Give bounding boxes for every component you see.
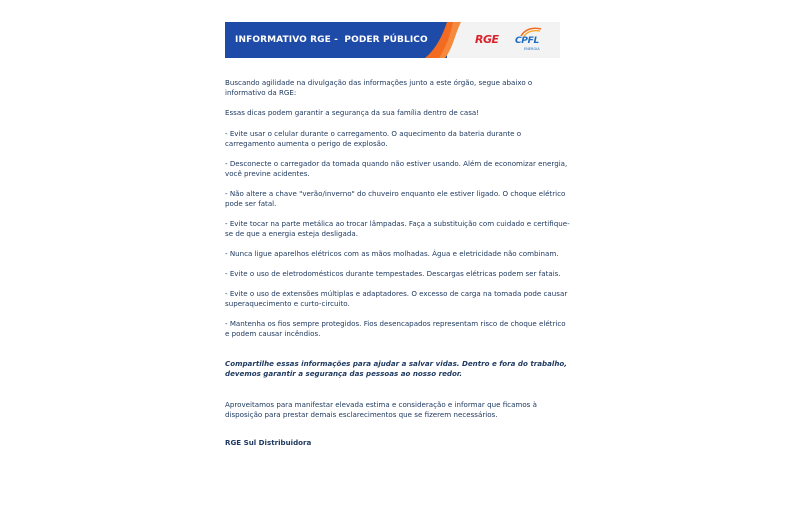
tip-item: - Evite o uso de extensões múltiplas e adaptadores. O excesso de carga na tomada pode causar superaquecimento e curto-circuito. (225, 289, 568, 308)
header-banner (225, 22, 560, 58)
cpfl-logo-subtext: ENERGIA (524, 47, 540, 51)
closing-paragraph: Aproveitamos para manifestar elevada estima e consideração e informar que ficamos à disposição para prestar demais esclarecimentos que se fizerem necessários. (225, 400, 537, 419)
tip-item: - Desconecte o carregador da tomada quando não estiver usando. Além de economizar energia, você previne acidentes. (225, 159, 568, 178)
orange-swoosh-graphic (425, 22, 475, 58)
cpfl-logo-text: CPFL (515, 36, 539, 46)
message-body (225, 78, 570, 448)
tip-item: - Evite usar o celular durante o carregamento. O aquecimento da bateria durante o carregamento aumenta o perigo de explosão. (225, 129, 522, 148)
tip-item: - Nunca ligue aparelhos elétricos com as mãos molhadas. Água e eletricidade não combinam. (225, 249, 559, 258)
tip-item: - Mantenha os fios sempre protegidos. Fios desencapados representam risco de choque elétrico e podem causar incêndios. (225, 319, 566, 338)
intro-paragraph: Buscando agilidade na divulgação das informações junto a este órgão, segue abaixo o informativo da RGE: (225, 78, 533, 97)
tip-item: - Evite o uso de eletrodomésticos durante tempestades. Descargas elétricas podem ser fatais. (225, 269, 561, 278)
tip-item: - Evite tocar na parte metálica ao trocar lâmpadas. Faça a substituição com cuidado e certifique-se de que a energia esteja desligada. (225, 219, 570, 238)
tip-item: - Não altere a chave "verão/inverno" do chuveiro enquanto ele estiver ligado. O choque elétrico pode ser fatal. (225, 189, 566, 208)
signature: RGE Sul Distribuidora (225, 438, 312, 447)
cpfl-logo (515, 27, 547, 53)
tips-intro-paragraph: Essas dicas podem garantir a segurança da sua família dentro de casa! (225, 108, 480, 117)
banner-title: INFORMATIVO RGE - PODER PÚBLICO (235, 35, 428, 45)
rge-logo: RGE (475, 33, 499, 46)
emphasis-paragraph: Compartilhe essas informações para ajudar a salvar vidas. Dentro e fora do trabalho, devemos garantir a segurança das pessoas ao nosso redor. (225, 359, 567, 378)
